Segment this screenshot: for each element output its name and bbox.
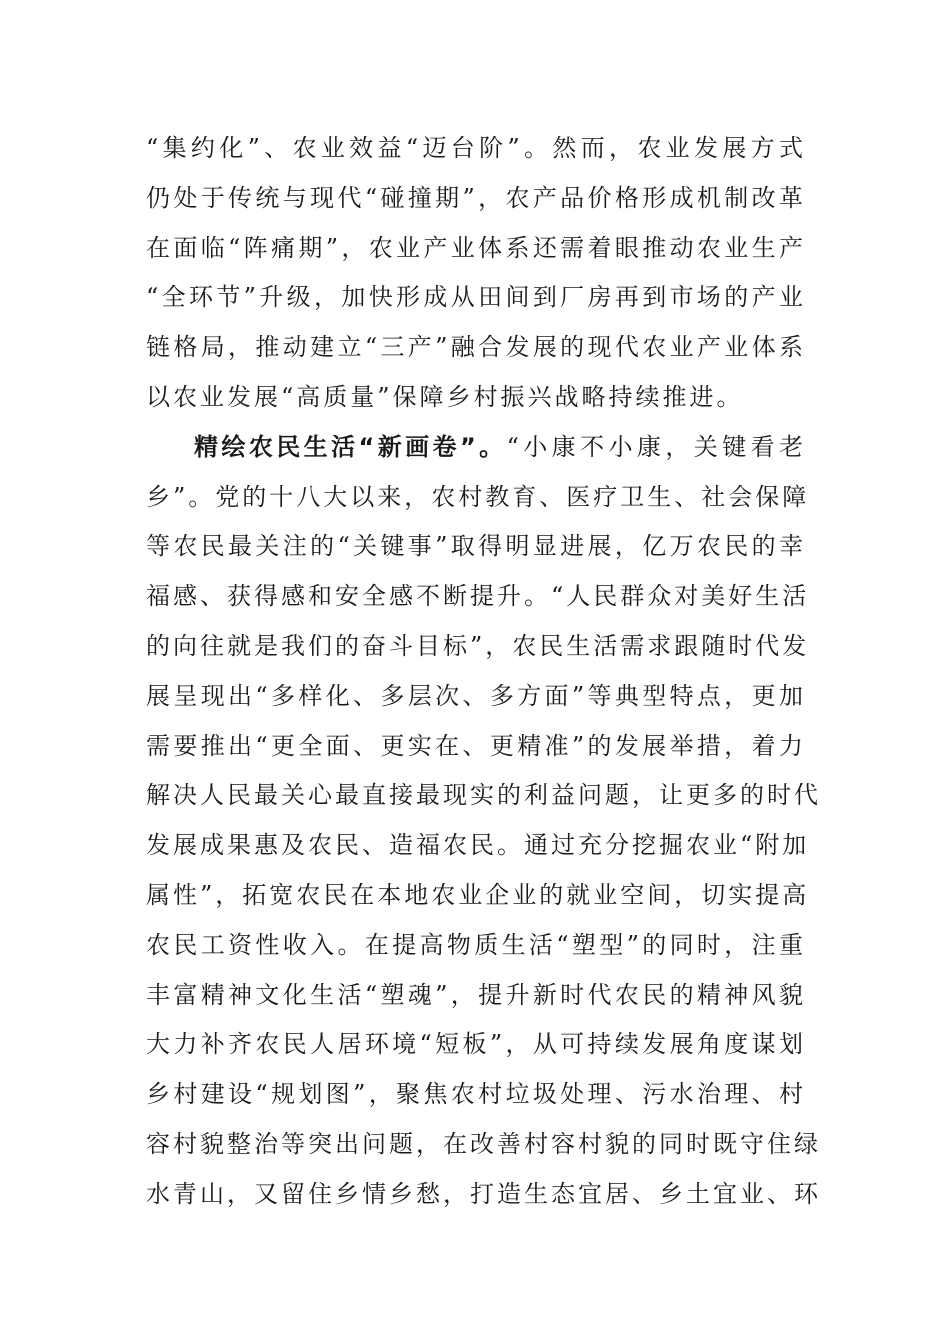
text-line: 展呈现出“多样化、多层次、多方面”等典型特点，更加 [146,681,806,710]
text-line: 容村貌整治等突出问题，在改善村容村貌的同时既守住绿 [146,1129,821,1158]
text-line: 的向往就是我们的奋斗目标”，农民生活需求跟随时代发 [146,631,810,660]
text-line: 大力补齐农民人居环境“短板”，从可持续发展角度谋划 [146,1030,806,1059]
body-text [146,124,821,1220]
text-line: 等农民最关注的“关键事”取得明显进展，亿万农民的幸 [146,532,806,561]
text-line: 以农业发展“高质量”保障乡村振兴战略持续推进。 [146,382,744,411]
text-line: 仍处于传统与现代“碰撞期”，农产品价格形成机制改革 [146,183,806,212]
text-line: 属性”，拓宽农民在本地农业企业的就业空间，切实提高 [146,880,810,909]
text-segment: “小康不小康，关键看老 [506,432,807,461]
text-line: 乡村建设“规划图”，聚焦农村垃圾处理、污水治理、村 [146,1080,806,1109]
paragraph-heading-line [146,423,806,473]
text-line: 在面临“阵痛期”，农业产业体系还需着眼推动农业生产 [146,233,806,262]
text-line: 链格局，推动建立“三产”融合发展的现代农业产业体系 [146,333,806,362]
text-line: 乡”。党的十八大以来，农村教育、医疗卫生、社会保障 [146,482,810,511]
text-line: 福感、获得感和安全感不断提升。“人民群众对美好生活 [146,582,810,611]
text-line: 水青山，又留住乡情乡愁，打造生态宜居、乡土宜业、环 [146,1179,821,1208]
text-line: “集约化”、农业效益“迈台阶”。然而，农业发展方式 [146,134,806,162]
text-line: 需要推出“更全面、更实在、更精准”的发展举措，着力 [146,731,806,760]
text-line: 农民工资性收入。在提高物质生活“塑型”的同时，注重 [146,930,806,959]
text-line: 解决人民最关心最直接最现实的利益问题，让更多的时代 [146,781,821,810]
text-line: “全环节”升级，加快形成从田间到厂房再到市场的产业 [146,283,806,312]
text-line: 发展成果惠及农民、造福农民。通过充分挖掘农业“附加 [146,831,810,860]
paragraph-heading: 精绘农民生活“新画卷”。 [194,432,507,461]
text-line: 丰富精神文化生活“塑魂”，提升新时代农民的精神风貌 [146,980,806,1009]
